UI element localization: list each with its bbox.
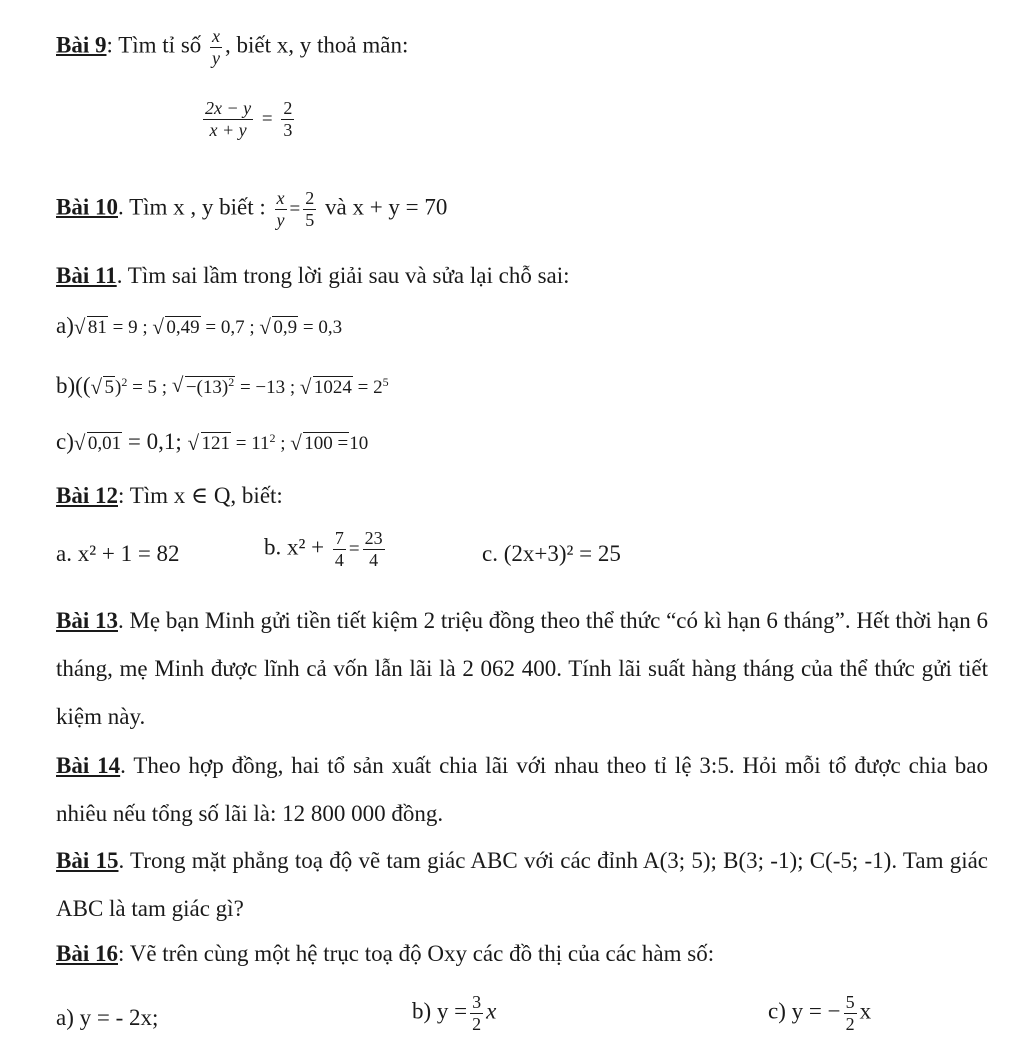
bai14-label: Bài 14 [56,753,121,778]
bai12-line [56,482,283,510]
bai12-label: Bài 12 [56,483,118,508]
bai10-label: Bài 10 [56,194,118,220]
bai16-line [56,940,714,968]
bai9-eq-left-fraction: $\frac{2x - y}{x + y}$ [205,98,252,140]
bai16-part-b: b) y = $\frac{3}{2}$ x [412,992,497,1034]
bai16-fraction-3-2: $\frac{3}{2}$ [472,992,482,1034]
bai11-part-c: c)√ 0,01 = 0,1; √ $121 = 11^2$ ; √ 100 =10 [56,428,368,456]
bai15-paragraph [56,837,988,933]
bai12-fraction-7-4: $\frac{7}{4}$ [334,528,344,570]
bai11-part-a: a)√ 81 = 9 ; √ 0,49 = 0,7 ; √ 0,9 = 0,3 [56,312,342,340]
bai14-text: . Theo hợp đồng, hai tổ sản xuất chia lãi với nhau theo tỉ lệ 3:5. Hỏi mỗi tổ được chia bao nhiêu nếu tổng số lãi là: 12 800 000 đồng. [56,753,989,826]
bai10-text2: và x + y = 70 [325,194,448,220]
bai15-text: . Trong mặt phẳng toạ độ vẽ tam giác ABC với các đỉnh A(3; 5); B(3; -1); C(-5; -1). Tam giác ABC là tam giác gì? [56,848,989,921]
bai14-paragraph [56,742,988,838]
bai16-label: Bài 16 [56,941,118,966]
bai13-text: . Mẹ bạn Minh gửi tiền tiết kiệm 2 triệu đồng theo thể thức “có kì hạn 6 tháng”. Hết thời hạn 6 tháng, mẹ Minh được lĩnh cả vốn lẫn lãi là 2 062 400. Tính lãi suất hàng tháng của thể thức gửi tiết kiệm này. [56,608,988,729]
bai9-line [56,26,408,68]
bai12-fraction-23-4: $\frac{23}{4}$ [364,528,383,570]
bai16-part-c: c) y = − $\frac{5}{2}$ x [768,992,872,1034]
bai9-text2: , biết x, y thoả mãn: [225,32,409,58]
bai9-eq-right-fraction: $\frac{2}{3}$ [283,98,293,140]
bai10-text: . Tìm x , y biết : [117,194,266,220]
bai12-text: : Tìm x ∈ Q, biết: [117,483,283,508]
bai9-label: Bài 9 [56,32,107,58]
bai9-ratio-fraction: $\frac{x}{y}$ [212,26,221,68]
bai12-part-c: c. (2x+3)² = 25 [482,541,621,566]
bai11-part-b: b)((√ 5)$^2$ = 5 ; √ $-(13)^2 = -13$ ; √ $1024 = 2^5$ [56,372,389,400]
bai9-equation: $\frac{2x - y}{x + y}$ = $\frac{2}{3}$ [205,98,293,140]
bai13-label: Bài 13 [56,608,118,633]
bai16-part-a: a) y = - 2x; [56,1005,159,1030]
bai11-text: . Tìm sai lầm trong lời giải sau và sửa lại chỗ sai: [116,263,570,288]
bai11-line [56,262,570,290]
bai9-text: : Tìm tỉ số [106,32,202,58]
bai16-text: : Vẽ trên cùng một hệ trục toạ độ Oxy các đồ thị của các hàm số: [117,941,715,966]
bai10-fraction-xy: $\frac{x}{y}$ [276,188,285,230]
bai10-line: Bài 10. Tìm x , y biết : $\frac{x}{y}$ = $\frac{2}{5}$ và x + y = 70 [56,188,448,230]
bai10-fraction-25: $\frac{2}{5}$ [305,188,315,230]
bai12-part-b: b. x² + $\frac{7}{4}$ = $\frac{23}{4}$ [264,528,383,570]
bai15-label: Bài 15 [56,848,119,873]
bai11-label: Bài 11 [56,263,117,288]
bai12-part-a: a. x² + 1 = 82 [56,541,180,566]
bai13-paragraph [56,597,988,741]
bai16-fraction-5-2: $\frac{5}{2}$ [845,992,855,1034]
